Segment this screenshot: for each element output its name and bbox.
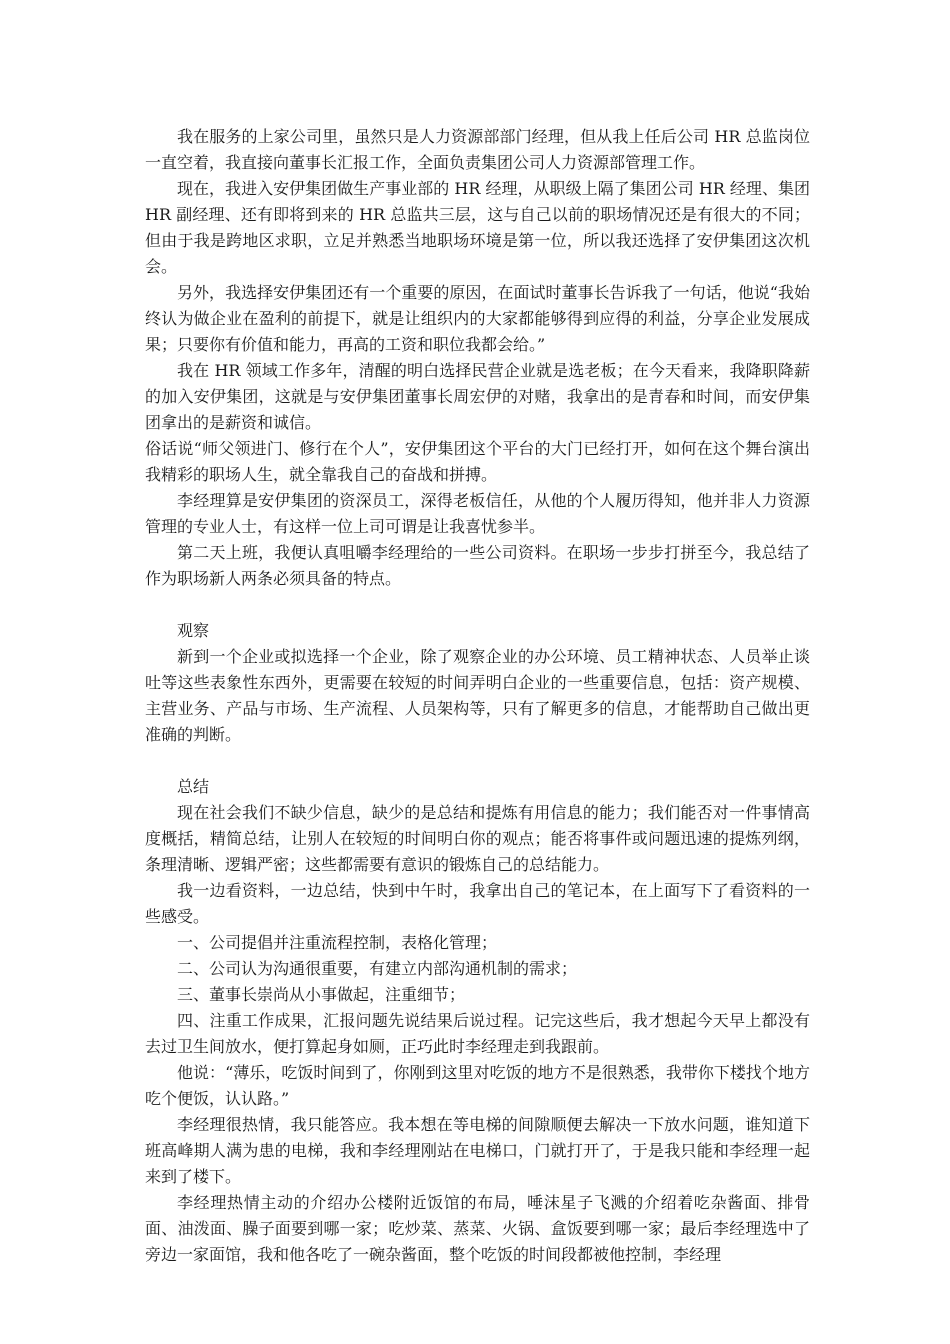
paragraph: 我在 HR 领域工作多年，清醒的明白选择民营企业就是选老板；在今天看来，我降职降薪的加入安伊集团，这就是与安伊集团董事长周宏伊的对赌，我拿出的是青春和时间，而安伊集团拿出的是薪资和诚信。: [145, 361, 810, 432]
list-item: 一、公司提倡并注重流程控制，表格化管理；: [177, 933, 498, 952]
paragraph: 李经理热情主动的介绍办公楼附近饭馆的布局，唾沫星子飞溅的介绍着吃杂酱面、排骨面、油泼面、臊子面要到哪一家；吃炒菜、蒸菜、火锅、盒饭要到哪一家；最后李经理选中了旁边一家面馆，我和他各吃了一碗杂酱面，整个吃饭的时间段都被他控制，李经理: [145, 1193, 810, 1264]
paragraph: 俗话说“师父领进门、修行在个人”，安伊集团这个平台的大门已经打开，如何在这个舞台演出我精彩的职场人生，就全靠我自己的奋战和拼搏。: [145, 439, 810, 484]
paragraph: 我一边看资料，一边总结，快到中午时，我拿出自己的笔记本，在上面写下了看资料的一些感受。: [145, 881, 810, 926]
paragraph: 新到一个企业或拟选择一个企业，除了观察企业的办公环境、员工精神状态、人员举止谈吐等这些表象性东西外，更需要在较短的时间弄明白企业的一些重要信息，包括：资产规模、主营业务、产品与市场、生产流程、人员架构等，只有了解更多的信息，才能帮助自己做出更准确的判断。: [145, 647, 810, 744]
paragraph: 第二天上班，我便认真咀嚼李经理给的一些公司资料。在职场一步步打拼至今，我总结了作为职场新人两条必须具备的特点。: [145, 543, 810, 588]
paragraph: 现在社会我们不缺少信息，缺少的是总结和提炼有用信息的能力；我们能否对一件事情高度概括，精简总结，让别人在较短的时间明白你的观点；能否将事件或问题迅速的提炼列纲，条理清晰、逻辑严密；这些都需要有意识的锻炼自己的总结能力。: [145, 803, 810, 874]
paragraph: 李经理算是安伊集团的资深员工，深得老板信任，从他的个人履历得知，他并非人力资源管理的专业人士，有这样一位上司可谓是让我喜忧参半。: [145, 491, 810, 536]
list-item: 三、董事长崇尚从小事做起，注重细节；: [177, 985, 466, 1004]
document-body: [145, 124, 810, 1268]
paragraph: 现在，我进入安伊集团做生产事业部的 HR 经理，从职级上隔了集团公司 HR 经理、集团 HR 副经理、还有即将到来的 HR 总监共三层，这与自己以前的职场情况还是有很大的不同；但由于我是跨地区求职，立足并熟悉当地职场环境是第一位，所以我还选择了安伊集团这次机会。: [145, 179, 810, 276]
section-heading-summary: 总结: [177, 777, 210, 796]
spacer: [145, 592, 810, 618]
list-item: 四、注重工作成果，汇报问题先说结果后说过程。记完这些后，我才想起今天早上都没有去过卫生间放水，便打算起身如厕，正巧此时李经理走到我跟前。: [145, 1011, 810, 1056]
paragraph: 他说：“薄乐，吃饭时间到了，你刚到这里对吃饭的地方不是很熟悉，我带你下楼找个地方吃个便饭，认认路。”: [145, 1063, 810, 1108]
paragraph: 李经理很热情，我只能答应。我本想在等电梯的间隙顺便去解决一下放水问题，谁知道下班高峰期人满为患的电梯，我和李经理刚站在电梯口，门就打开了，于是我只能和李经理一起来到了楼下。: [145, 1115, 810, 1186]
list-item: 二、公司认为沟通很重要，有建立内部沟通机制的需求；: [177, 959, 578, 978]
paragraph: 另外，我选择安伊集团还有一个重要的原因，在面试时董事长告诉我了一句话，他说“我始终认为做企业在盈利的前提下，就是让组织内的大家都能够得到应得的利益，分享企业发展成果；只要你有价值和能力，再高的工资和职位我都会给。”: [145, 283, 810, 354]
paragraph: 我在服务的上家公司里，虽然只是人力资源部部门经理，但从我上任后公司 HR 总监岗位一直空着，我直接向董事长汇报工作，全面负责集团公司人力资源部管理工作。: [145, 127, 810, 172]
section-heading-observe: 观察: [177, 621, 210, 640]
spacer: [145, 748, 810, 774]
